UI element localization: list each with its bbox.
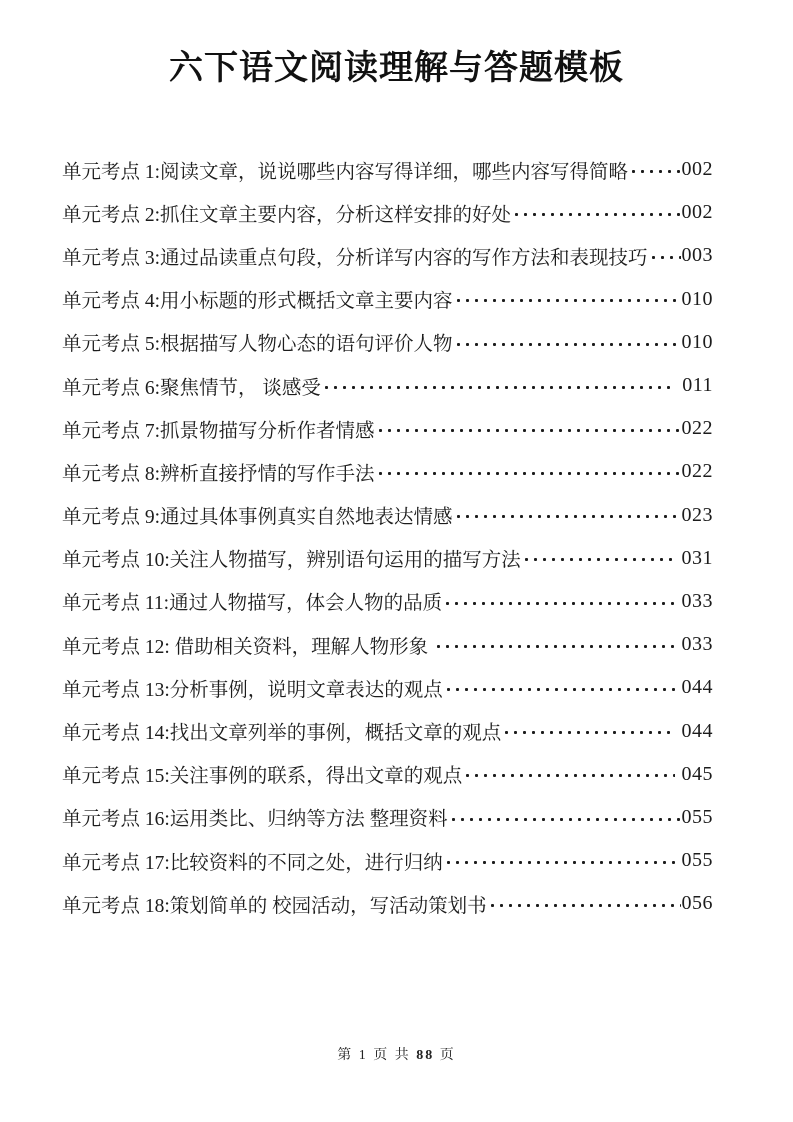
toc-entry — [62, 839, 713, 882]
toc-entry-label: 单元考点 14:找出文章列举的事例，概括文章的观点 — [62, 723, 502, 745]
toc-entry-label: 单元考点 3:通过品读重点句段，分析详写内容的写作方法和表现技巧 — [62, 247, 648, 269]
toc-entry-label: 单元考点 18:策划简单的 校园活动，写活动策划书 — [62, 895, 487, 917]
toc-page-number: 056 — [681, 892, 713, 915]
toc-page-number: 045 — [676, 762, 713, 785]
toc-entry — [62, 278, 713, 321]
toc-entry — [62, 494, 713, 537]
toc-entry — [62, 321, 713, 364]
toc-page-number: 033 — [676, 633, 713, 656]
toc-page-number: 033 — [676, 589, 713, 612]
toc-entry — [62, 882, 713, 925]
toc-entry-label: 单元考点 9:通过具体事例真实自然地表达情感 — [62, 507, 453, 529]
toc-leader-dots — [444, 839, 675, 882]
toc-page-number: 055 — [676, 849, 713, 872]
page-footer — [0, 1044, 793, 1064]
toc-page-number: 044 — [676, 719, 713, 742]
toc-entry — [62, 191, 713, 234]
toc-entry-label: 单元考点 12: 借助相关资料，理解人物形象 — [62, 636, 434, 658]
toc-page-number: 003 — [681, 244, 713, 267]
toc-entry-label: 单元考点 7:抓景物描写分析作者情感 — [62, 420, 375, 442]
toc-leader-dots — [502, 709, 675, 752]
table-of-contents — [62, 148, 713, 925]
toc-leader-dots — [322, 364, 676, 407]
toc-entry — [62, 666, 713, 709]
toc-leader-dots — [629, 148, 680, 191]
toc-leader-dots — [649, 234, 681, 277]
toc-leader-dots — [449, 796, 681, 839]
toc-entry — [62, 753, 713, 796]
toc-entry — [62, 709, 713, 752]
toc-entry-label: 单元考点 10:关注人物描写，辨别语句运用的描写方法 — [62, 550, 521, 572]
toc-page-number: 022 — [681, 417, 713, 440]
footer-page-suffix: 页 — [439, 1048, 456, 1063]
footer-page-prefix: 第 — [337, 1048, 354, 1063]
toc-entry — [62, 148, 713, 191]
toc-page-number: 044 — [676, 676, 713, 699]
toc-entry — [62, 450, 713, 493]
toc-entry — [62, 407, 713, 450]
toc-entry — [62, 364, 713, 407]
page-title: 六下语文阅读理解与答题模板 — [169, 50, 624, 87]
toc-entry-label: 单元考点 13:分析事例，说明文章表达的观点 — [62, 679, 443, 701]
toc-entry-label: 单元考点 15:关注事例的联系，得出文章的观点 — [62, 766, 463, 788]
toc-entry-label: 单元考点 16:运用类比、归纳等方法 整理资料 — [62, 809, 448, 831]
toc-page-number: 011 — [676, 374, 713, 397]
toc-page-number: 010 — [681, 287, 713, 310]
toc-leader-dots — [488, 882, 681, 925]
toc-entry — [62, 796, 713, 839]
toc-entry — [62, 580, 713, 623]
toc-leader-dots — [454, 494, 681, 537]
toc-entry-label: 单元考点 11:通过人物描写，体会人物的品质 — [62, 593, 443, 615]
footer-total-pages: 88 — [416, 1048, 435, 1063]
toc-entry-label: 单元考点 2:抓住文章主要内容，分析这样安排的好处 — [62, 204, 512, 226]
toc-entry — [62, 234, 713, 277]
toc-leader-dots — [454, 278, 681, 321]
toc-page-number: 010 — [681, 330, 713, 353]
toc-entry-label: 单元考点 5:根据描写人物心态的语句评价人物 — [62, 334, 453, 356]
toc-page-number: 031 — [676, 546, 713, 569]
toc-page-number: 022 — [681, 460, 713, 483]
toc-leader-dots — [444, 666, 675, 709]
toc-leader-dots — [463, 753, 675, 796]
toc-page-number: 002 — [681, 201, 713, 224]
toc-entry — [62, 537, 713, 580]
toc-leader-dots — [376, 450, 681, 493]
footer-middle-text: 页 共 — [373, 1048, 411, 1063]
toc-entry-label: 单元考点 17:比较资料的不同之处，进行归纳 — [62, 852, 443, 874]
toc-entry-label: 单元考点 1:阅读文章，说说哪些内容写得详细，哪些内容写得简略 — [62, 161, 629, 183]
toc-entry — [62, 623, 713, 666]
toc-leader-dots — [512, 191, 680, 234]
footer-current-page: 1 — [358, 1048, 368, 1063]
toc-leader-dots — [454, 321, 681, 364]
toc-leader-dots — [522, 537, 675, 580]
toc-entry-label: 单元考点 4:用小标题的形式概括文章主要内容 — [62, 291, 453, 313]
toc-entry-label: 单元考点 8:辨析直接抒情的写作手法 — [62, 463, 375, 485]
toc-page-number: 023 — [681, 503, 713, 526]
toc-page-number: 055 — [681, 805, 713, 828]
toc-leader-dots — [376, 407, 681, 450]
toc-entry-label: 单元考点 6:聚焦情节， 谈感受 — [62, 377, 321, 399]
toc-page-number: 002 — [681, 158, 713, 181]
toc-leader-dots — [443, 580, 675, 623]
toc-leader-dots — [434, 623, 675, 666]
